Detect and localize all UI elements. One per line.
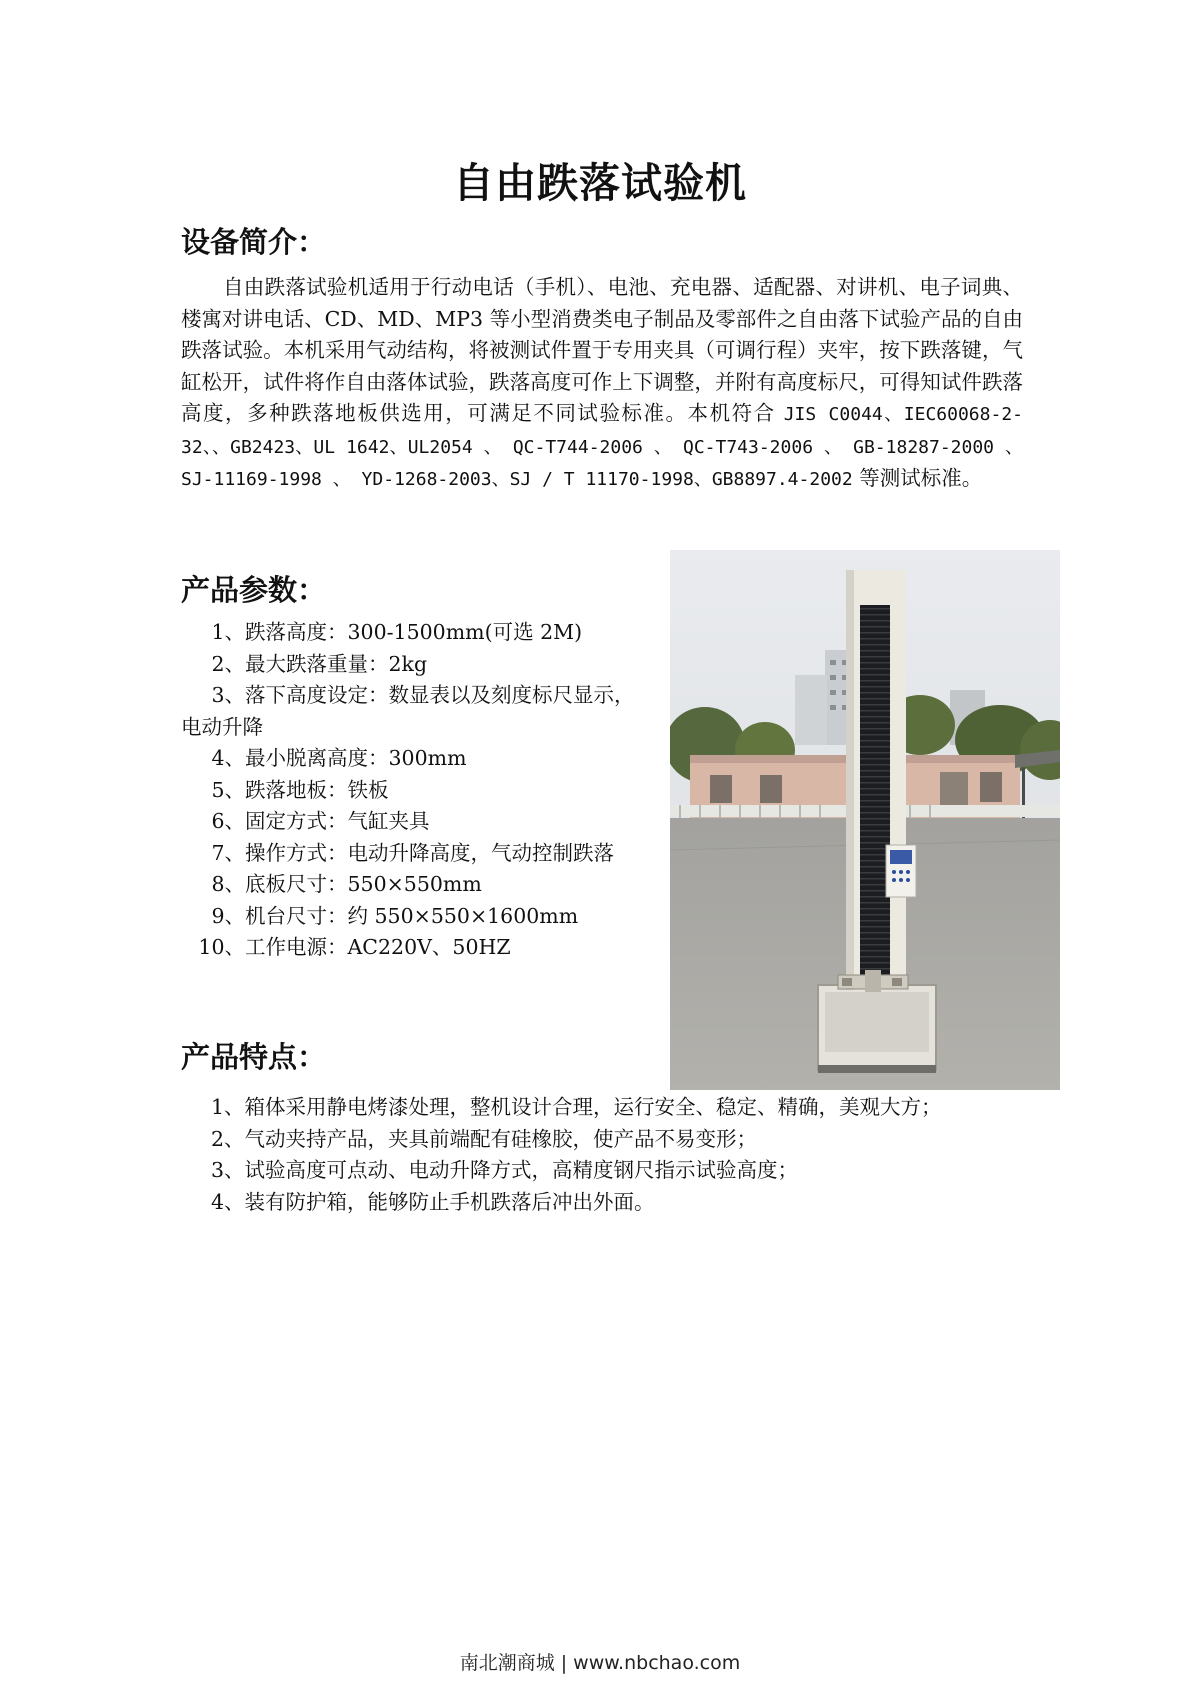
footer-url[interactable]: www.nbchao.com bbox=[573, 1652, 741, 1674]
intro-text-after: 等测试标准。 bbox=[852, 466, 983, 490]
param-item bbox=[181, 680, 646, 743]
footer bbox=[0, 1648, 1200, 1675]
footer-separator: | bbox=[560, 1652, 568, 1674]
param-item bbox=[181, 649, 646, 681]
params-heading: 产品参数： bbox=[181, 573, 327, 607]
param-number: 6、 bbox=[211, 809, 245, 833]
param-text: 操作方式：电动升降高度，气动控制跌落 bbox=[245, 840, 614, 865]
param-item bbox=[181, 838, 646, 870]
param-item bbox=[181, 901, 646, 933]
feature-item: 3、试验高度可点动、电动升降方式，高精度钢尺指示试验高度； bbox=[211, 1158, 799, 1182]
product-photo bbox=[670, 550, 1060, 1090]
intro-standards: JIS C0044、IEC60068-2-32、、GB2423、UL 1642、UL2054 、 QC-T744-2006 、 QC-T743-2006 、 GB-18287-2000 、 SJ-11169-1998 、 YD-1268-2003、SJ / T 11170-1998、GB8897.4-2002 bbox=[181, 404, 1023, 490]
param-item bbox=[181, 743, 646, 775]
param-number: 10、 bbox=[198, 935, 245, 959]
param-list bbox=[181, 617, 646, 964]
param-text: 落下高度设定：数显表以及刻度标尺显示，电动升降 bbox=[181, 683, 635, 739]
intro-text-before: 自由跌落试验机适用于行动电话（手机）、电池、充电器、适配器、对讲机、电子词典、楼寓对讲电话、CD、MD、MP3 等小型消费类电子制品及零部件之自由落下试验产品的自由跌落试验。本机采用气动结构，将被测试件置于专用夹具（可调行程）夹牢，按下跌落键，气缸松开，试件将作自由落体试验，跌落高度可作上下调整，并附有高度标尺，可得知试件跌落高度，多种跌落地板供选用，可满足不同试验标准。本机符合 bbox=[181, 275, 1023, 425]
param-number: 1、 bbox=[211, 620, 245, 644]
param-number: 5、 bbox=[211, 777, 245, 802]
param-number: 2、 bbox=[211, 651, 245, 676]
param-item bbox=[181, 617, 646, 649]
param-text: 底板尺寸：550×550mm bbox=[245, 872, 482, 896]
param-text: 跌落高度：300-1500mm(可选 2M) bbox=[245, 620, 583, 644]
param-number: 4、 bbox=[211, 746, 245, 770]
param-number: 8、 bbox=[211, 872, 245, 896]
param-text: 工作电源：AC220V、50HZ bbox=[245, 935, 511, 959]
features-heading: 产品特点： bbox=[181, 1040, 327, 1074]
feature-list bbox=[181, 1092, 1023, 1218]
param-text: 机台尺寸：约 550×550×1600mm bbox=[245, 903, 579, 928]
param-item bbox=[181, 775, 646, 807]
intro-paragraph bbox=[181, 272, 1023, 496]
footer-site-name: 南北潮商城 bbox=[459, 1652, 555, 1674]
page-title: 自由跌落试验机 bbox=[453, 159, 747, 207]
param-number: 3、 bbox=[211, 683, 245, 707]
param-text: 最小脱离高度：300mm bbox=[245, 746, 467, 770]
param-number: 9、 bbox=[211, 903, 245, 928]
intro-heading: 设备简介： bbox=[181, 225, 327, 259]
param-text: 跌落地板：铁板 bbox=[245, 777, 389, 802]
param-item bbox=[181, 806, 646, 838]
param-number: 7、 bbox=[211, 840, 245, 865]
feature-item: 2、气动夹持产品，夹具前端配有硅橡胶，使产品不易变形； bbox=[211, 1126, 758, 1151]
feature-item: 4、装有防护箱，能够防止手机跌落后冲出外面。 bbox=[211, 1189, 655, 1214]
feature-item: 1、箱体采用静电烤漆处理，整机设计合理，运行安全、稳定、精确，美观大方； bbox=[211, 1095, 942, 1119]
param-item bbox=[181, 932, 646, 964]
param-item bbox=[181, 869, 646, 901]
param-text: 固定方式：气缸夹具 bbox=[245, 809, 430, 833]
param-text: 最大跌落重量：2kg bbox=[245, 651, 428, 676]
